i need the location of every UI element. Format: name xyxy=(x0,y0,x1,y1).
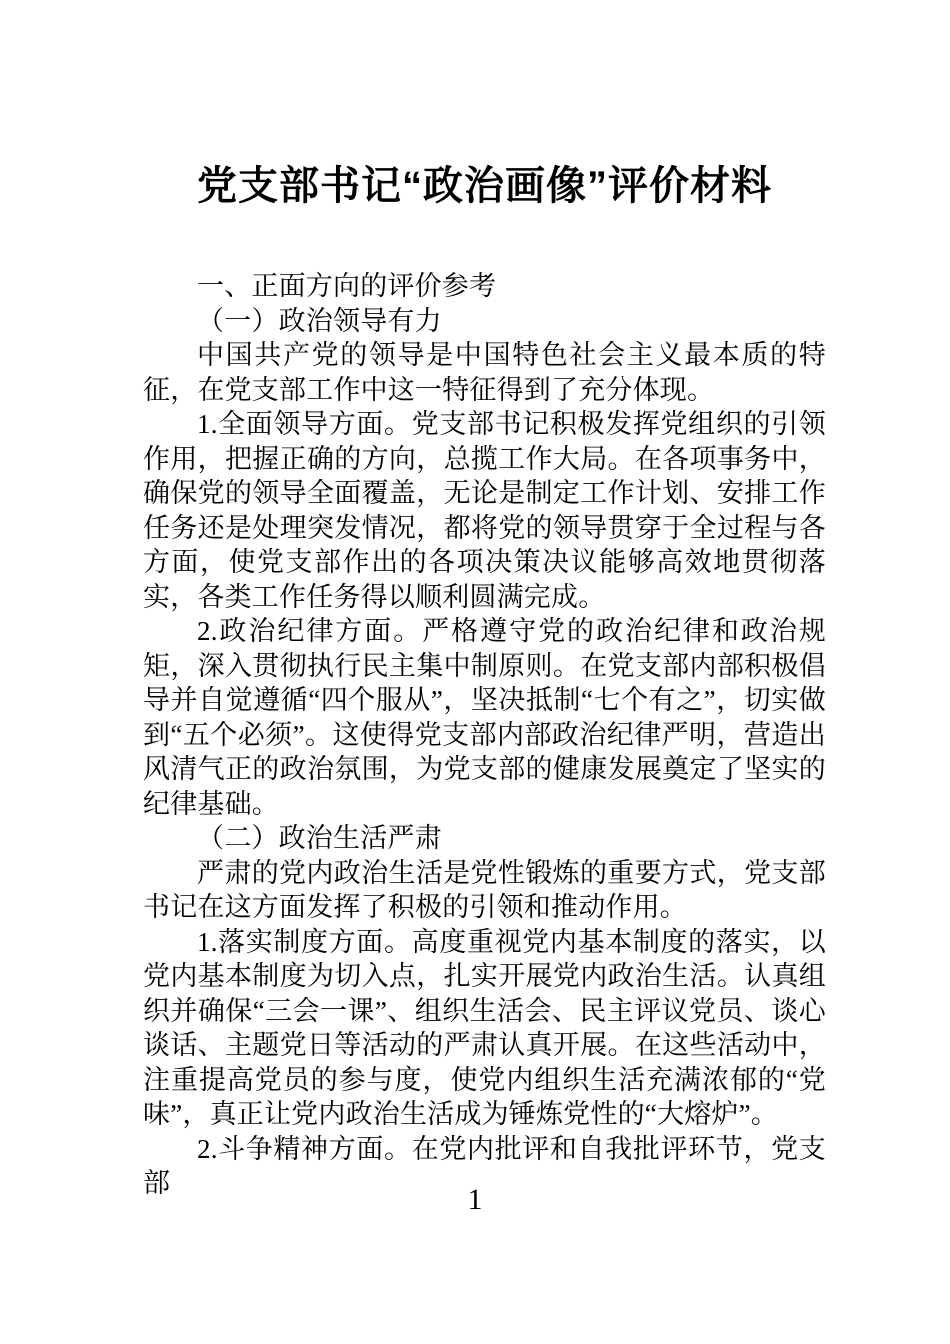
document-body xyxy=(143,269,826,1201)
paragraph: 1.落实制度方面。高度重视党内基本制度的落实，以党内基本制度为切入点，扎实开展党内政治生活。认真组织并确保“三会一课”、组织生活会、民主评议党员、谈心谈话、主题党日等活动的严肃认真开展。在这些活动中，注重提高党员的参与度，使党内组织生活充满浓郁的“党味”，真正让党内政治生活成为锤炼党性的“大熔炉”。 xyxy=(143,926,826,1129)
section-heading-level2: （二）政治生活严肃 xyxy=(197,823,442,853)
document-title: 党支部书记“政治画像”评价材料 xyxy=(197,164,772,208)
section-heading-level1: 一、正面方向的评价参考 xyxy=(197,271,497,301)
paragraph: 严肃的党内政治生活是党性锻炼的重要方式，党支部书记在这方面发挥了积极的引领和推动作用。 xyxy=(143,857,826,922)
paragraph: 2.政治纪律方面。严格遵守党的政治纪律和政治规矩，深入贯彻执行民主集中制原则。在党支部内部积极倡导并自觉遵循“四个服从”，坚决抵制“七个有之”，切实做到“五个必须”。这使得党支部内部政治纪律严明，营造出风清气正的政治氛围，为党支部的健康发展奠定了坚实的纪律基础。 xyxy=(143,616,826,819)
page-number: 1 xyxy=(467,1183,483,1216)
paragraph: 中国共产党的领导是中国特色社会主义最本质的特征，在党支部工作中这一特征得到了充分体现。 xyxy=(143,340,826,405)
section-heading-level2: （一）政治领导有力 xyxy=(197,305,442,336)
paragraph: 1.全面领导方面。党支部书记积极发挥党组织的引领作用，把握正确的方向，总揽工作大局。在各项事务中，确保党的领导全面覆盖，无论是制定工作计划、安排工作任务还是处理突发情况，都将党的领导贯穿于全过程与各方面，使党支部作出的各项决策决议能够高效地贯彻落实，各类工作任务得以顺利圆满完成。 xyxy=(143,409,826,612)
paragraph: 2.斗争精神方面。在党内批评和自我批评环节，党支部 xyxy=(143,1133,826,1198)
